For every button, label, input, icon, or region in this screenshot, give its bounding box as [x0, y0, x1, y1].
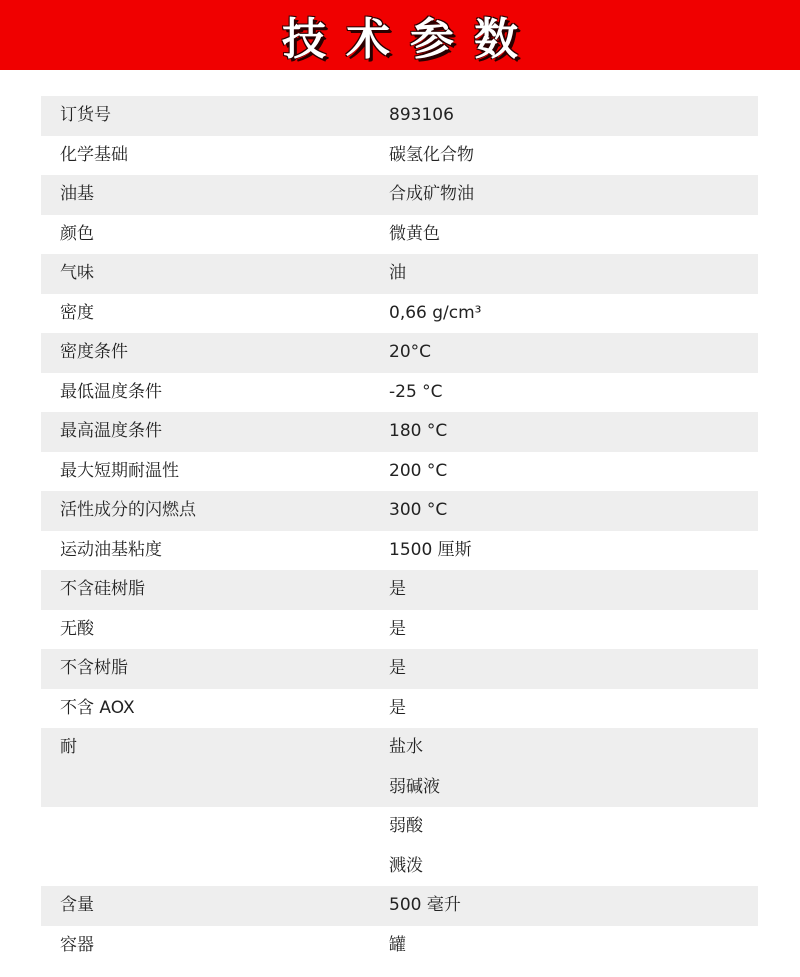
spec-label: 耐 — [60, 737, 77, 757]
spec-row — [41, 610, 758, 650]
spec-label: 油基 — [60, 184, 94, 204]
spec-row — [41, 649, 758, 689]
spec-value: 200 °C — [389, 460, 448, 481]
spec-row — [41, 452, 758, 492]
spec-value: 0,66 g/cm³ — [389, 302, 482, 323]
spec-label: 订货号 — [60, 105, 111, 125]
spec-label: 最高温度条件 — [60, 421, 162, 441]
spec-value: 1500 厘斯 — [389, 539, 472, 560]
spec-value: 20°C — [389, 342, 432, 362]
spec-label: 无酸 — [60, 618, 94, 639]
spec-row — [41, 531, 758, 571]
spec-row — [41, 136, 758, 176]
spec-row — [41, 807, 758, 886]
spec-value: 弱碱液 — [389, 776, 440, 797]
spec-row — [41, 215, 758, 255]
spec-label: 密度 — [60, 302, 94, 323]
spec-value: 是 — [389, 658, 406, 678]
spec-row — [41, 254, 758, 294]
spec-value: 微黄色 — [389, 223, 440, 244]
spec-value: 碳氢化合物 — [389, 144, 474, 165]
spec-table — [41, 96, 758, 965]
spec-value: 893106 — [389, 105, 454, 125]
spec-value: 是 — [389, 579, 406, 599]
spec-value: -25 °C — [389, 381, 443, 402]
spec-value: 弱酸 — [389, 816, 423, 836]
spec-row — [41, 570, 758, 610]
spec-row — [41, 294, 758, 334]
spec-row — [41, 926, 758, 966]
spec-row — [41, 333, 758, 373]
spec-label: 含量 — [60, 895, 94, 915]
spec-label: 不含树脂 — [60, 658, 128, 678]
spec-label: 化学基础 — [60, 144, 128, 165]
spec-row — [41, 728, 758, 807]
banner-title: 技术参数 — [282, 14, 538, 65]
spec-value: 合成矿物油 — [389, 184, 474, 204]
spec-label: 气味 — [60, 263, 94, 283]
spec-label: 密度条件 — [60, 342, 128, 362]
spec-label: 不含硅树脂 — [60, 579, 145, 599]
spec-row — [41, 886, 758, 926]
spec-value: 300 °C — [389, 500, 448, 520]
title-banner — [0, 0, 800, 70]
spec-row — [41, 373, 758, 413]
spec-label: 最低温度条件 — [60, 381, 162, 402]
spec-value: 500 毫升 — [389, 895, 461, 915]
spec-row — [41, 96, 758, 136]
spec-label: 不含 AOX — [60, 697, 135, 718]
spec-label: 运动油基粘度 — [60, 539, 162, 560]
spec-value: 溅泼 — [389, 855, 423, 876]
spec-row — [41, 175, 758, 215]
spec-value: 180 °C — [389, 421, 448, 441]
spec-row — [41, 491, 758, 531]
spec-value: 是 — [389, 697, 406, 718]
spec-label: 活性成分的闪燃点 — [60, 500, 196, 520]
spec-label: 最大短期耐温性 — [60, 460, 179, 481]
spec-value: 盐水 — [389, 737, 423, 757]
spec-value: 油 — [389, 263, 406, 283]
spec-value: 罐 — [389, 934, 406, 955]
spec-row — [41, 412, 758, 452]
spec-label: 容器 — [60, 934, 94, 955]
spec-label: 颜色 — [60, 223, 94, 244]
spec-row — [41, 689, 758, 729]
spec-value: 是 — [389, 618, 406, 639]
